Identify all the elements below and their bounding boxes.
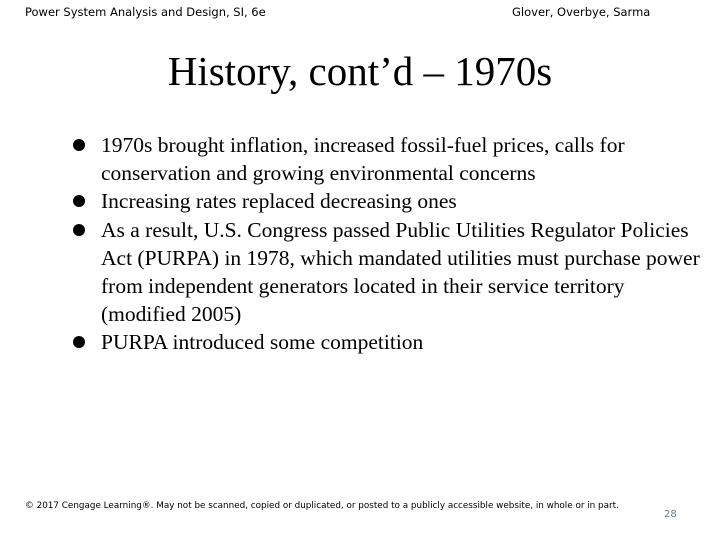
header-authors: Glover, Overbye, Sarma: [512, 5, 651, 19]
header-book-title: Power System Analysis and Design, SI, 6e: [25, 5, 266, 19]
bullet-text: As a result, U.S. Congress passed Public Utilities Regulator Policies Act (PURPA) in 1978, which mandated utilities must purchase power from independent generators located in their service territory (modified 2005): [101, 217, 700, 327]
bullet-text: 1970s brought inflation, increased fossil-fuel prices, calls for conservation and growing environmental concerns: [101, 133, 625, 186]
slide-title: History, cont’d – 1970s: [167, 48, 553, 94]
bullet-text: Increasing rates replaced decreasing ones: [101, 189, 457, 214]
bullet-item: [73, 216, 713, 329]
bullet-text: PURPA introduced some competition: [101, 330, 424, 355]
bullet-dot-icon: [73, 139, 85, 151]
bullet-item: [73, 187, 713, 215]
bullet-item: [73, 328, 713, 356]
copyright-notice: © 2017 Cengage Learning®. May not be scanned, copied or duplicated, or posted to a publicly accessible website, in whole or in part.: [25, 501, 619, 511]
bullet-dot-icon: [73, 224, 85, 236]
bullet-dot-icon: [73, 195, 85, 207]
bullet-item: [73, 131, 713, 187]
bullet-list: [73, 131, 713, 357]
page-number: 28: [664, 509, 677, 520]
bullet-dot-icon: [73, 336, 85, 348]
